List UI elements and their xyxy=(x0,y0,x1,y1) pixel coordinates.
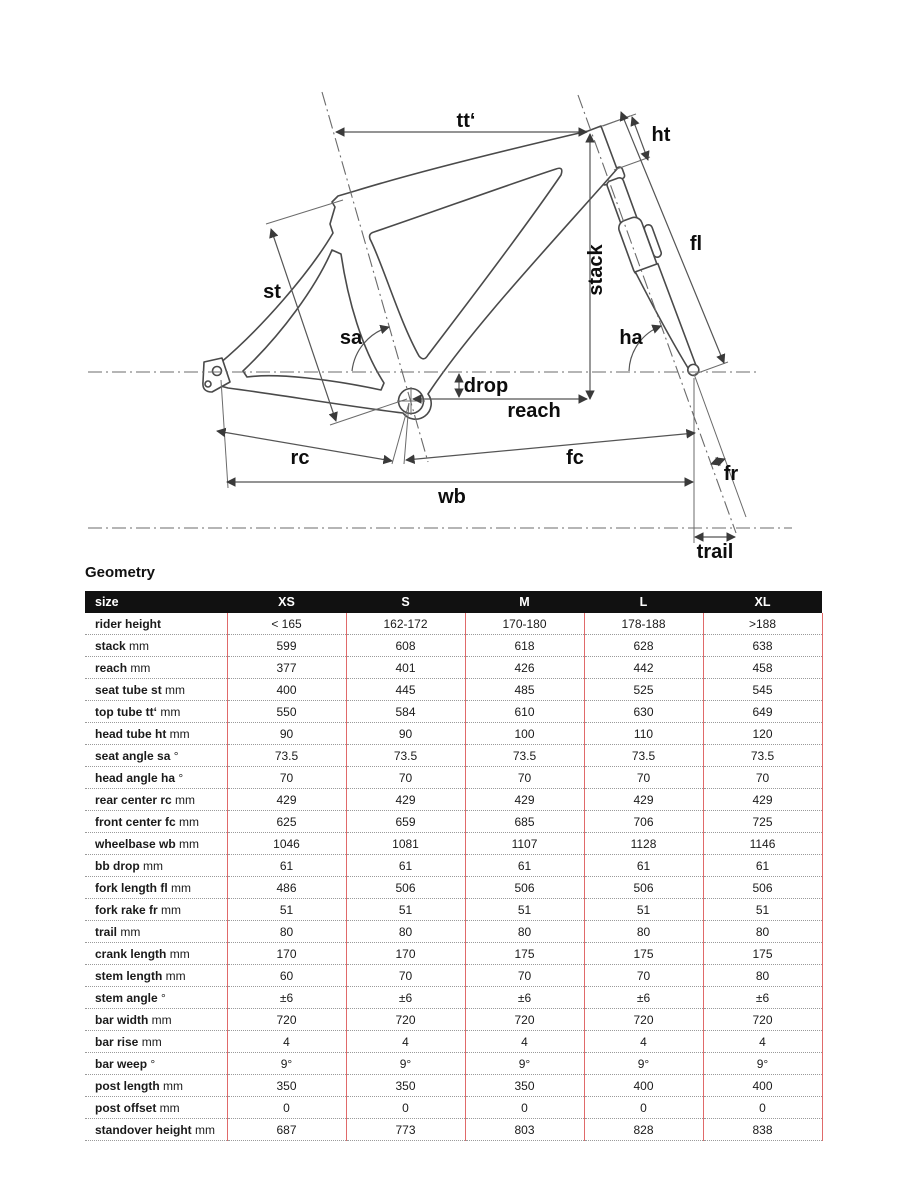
table-row xyxy=(85,943,822,965)
cell-value: 170 xyxy=(346,943,465,965)
cell-value: 9° xyxy=(584,1053,703,1075)
table-row xyxy=(85,679,822,701)
table-row xyxy=(85,811,822,833)
cell-value: 61 xyxy=(465,855,584,877)
table-row xyxy=(85,1097,822,1119)
col-header-size: size xyxy=(85,591,227,613)
label-fl: fl xyxy=(689,233,703,255)
cell-value: 426 xyxy=(465,657,584,679)
table-row xyxy=(85,767,822,789)
cell-value: 80 xyxy=(465,921,584,943)
row-label: seat angle sa ° xyxy=(85,745,227,767)
cell-value: 1081 xyxy=(346,833,465,855)
cell-value: 429 xyxy=(346,789,465,811)
row-label: front center fc mm xyxy=(85,811,227,833)
cell-value: 350 xyxy=(465,1075,584,1097)
cell-value: 4 xyxy=(346,1031,465,1053)
cell-value: 90 xyxy=(227,723,346,745)
cell-value: 51 xyxy=(584,899,703,921)
row-label: fork rake fr mm xyxy=(85,899,227,921)
label-stack: stack xyxy=(585,244,607,296)
cell-value: 618 xyxy=(465,635,584,657)
cell-value: 706 xyxy=(584,811,703,833)
row-label: bar rise mm xyxy=(85,1031,227,1053)
row-label: bb drop mm xyxy=(85,855,227,877)
cell-value: 377 xyxy=(227,657,346,679)
cell-value: 1107 xyxy=(465,833,584,855)
row-label: crank length mm xyxy=(85,943,227,965)
label-trail: trail xyxy=(696,541,734,560)
cell-value: 506 xyxy=(465,877,584,899)
col-header-xs: XS xyxy=(227,591,346,613)
label-ht: ht xyxy=(651,124,671,146)
cell-value: ±6 xyxy=(465,987,584,1009)
cell-value: 506 xyxy=(584,877,703,899)
cell-value: 429 xyxy=(584,789,703,811)
cell-value: 350 xyxy=(227,1075,346,1097)
table-row xyxy=(85,987,822,1009)
row-label: stem angle ° xyxy=(85,987,227,1009)
row-label: stack mm xyxy=(85,635,227,657)
cell-value: 73.5 xyxy=(346,745,465,767)
table-row xyxy=(85,789,822,811)
row-label: wheelbase wb mm xyxy=(85,833,227,855)
cell-value: 725 xyxy=(703,811,822,833)
table-row xyxy=(85,1031,822,1053)
cell-value: 120 xyxy=(703,723,822,745)
row-label: stem length mm xyxy=(85,965,227,987)
cell-value: 429 xyxy=(465,789,584,811)
cell-value: 442 xyxy=(584,657,703,679)
cell-value: 61 xyxy=(346,855,465,877)
cell-value: 0 xyxy=(227,1097,346,1119)
cell-value: 51 xyxy=(346,899,465,921)
cell-value: 610 xyxy=(465,701,584,723)
col-header-l: L xyxy=(584,591,703,613)
table-row xyxy=(85,723,822,745)
cell-value: 599 xyxy=(227,635,346,657)
cell-value: < 165 xyxy=(227,613,346,635)
cell-value: ±6 xyxy=(584,987,703,1009)
table-row xyxy=(85,855,822,877)
cell-value: 608 xyxy=(346,635,465,657)
cell-value: 73.5 xyxy=(584,745,703,767)
table-row xyxy=(85,613,822,635)
cell-value: 73.5 xyxy=(465,745,584,767)
cell-value: 485 xyxy=(465,679,584,701)
row-label: standover height mm xyxy=(85,1119,227,1141)
cell-value: 70 xyxy=(465,965,584,987)
row-label: reach mm xyxy=(85,657,227,679)
cell-value: 1128 xyxy=(584,833,703,855)
cell-value: 545 xyxy=(703,679,822,701)
cell-value: 60 xyxy=(227,965,346,987)
cell-value: 401 xyxy=(346,657,465,679)
table-row xyxy=(85,877,822,899)
rear-axle xyxy=(213,367,222,376)
cell-value: 178-188 xyxy=(584,613,703,635)
cell-value: 445 xyxy=(346,679,465,701)
cell-value: 70 xyxy=(584,767,703,789)
cell-value: 458 xyxy=(703,657,822,679)
cell-value: 73.5 xyxy=(703,745,822,767)
cell-value: 638 xyxy=(703,635,822,657)
row-label: fork length fl mm xyxy=(85,877,227,899)
table-row xyxy=(85,701,822,723)
cell-value: 4 xyxy=(227,1031,346,1053)
cell-value: 350 xyxy=(346,1075,465,1097)
cell-value: 400 xyxy=(584,1075,703,1097)
label-st: st xyxy=(263,281,281,303)
label-ha: ha xyxy=(619,327,643,349)
label-rc: rc xyxy=(290,447,310,469)
geometry-section xyxy=(85,564,822,1141)
row-label: post offset mm xyxy=(85,1097,227,1119)
cell-value: 828 xyxy=(584,1119,703,1141)
cell-value: 9° xyxy=(703,1053,822,1075)
cell-value: 70 xyxy=(346,767,465,789)
table-row xyxy=(85,745,822,767)
cell-value: 400 xyxy=(227,679,346,701)
cell-value: 628 xyxy=(584,635,703,657)
cell-value: ±6 xyxy=(703,987,822,1009)
cell-value: 73.5 xyxy=(227,745,346,767)
table-row xyxy=(85,657,822,679)
table-header xyxy=(85,591,822,613)
cell-value: 584 xyxy=(346,701,465,723)
cell-value: 687 xyxy=(227,1119,346,1141)
cell-value: 162-172 xyxy=(346,613,465,635)
label-sa: sa xyxy=(339,327,363,349)
label-fr: fr xyxy=(723,463,739,485)
cell-value: 685 xyxy=(465,811,584,833)
cell-value: 649 xyxy=(703,701,822,723)
geometry-table xyxy=(85,591,823,1141)
cell-value: 70 xyxy=(703,767,822,789)
cell-value: 720 xyxy=(227,1009,346,1031)
cell-value: 838 xyxy=(703,1119,822,1141)
cell-value: 400 xyxy=(703,1075,822,1097)
cell-value: 80 xyxy=(703,965,822,987)
cell-value: 61 xyxy=(703,855,822,877)
table-row xyxy=(85,833,822,855)
label-drop: drop xyxy=(463,375,509,397)
cell-value: 429 xyxy=(703,789,822,811)
cell-value: 506 xyxy=(346,877,465,899)
cell-value: 70 xyxy=(346,965,465,987)
table-row xyxy=(85,1075,822,1097)
row-label: head angle ha ° xyxy=(85,767,227,789)
cell-value: 9° xyxy=(346,1053,465,1075)
cell-value: 9° xyxy=(227,1053,346,1075)
label-fc: fc xyxy=(566,447,584,469)
table-row xyxy=(85,1009,822,1031)
cell-value: 51 xyxy=(465,899,584,921)
cell-value: 51 xyxy=(703,899,822,921)
bike-geometry-diagram xyxy=(0,0,900,560)
cell-value: 550 xyxy=(227,701,346,723)
cell-value: 61 xyxy=(584,855,703,877)
cell-value: 486 xyxy=(227,877,346,899)
cell-value: 720 xyxy=(584,1009,703,1031)
cell-value: 4 xyxy=(703,1031,822,1053)
cell-value: 720 xyxy=(465,1009,584,1031)
cell-value: ±6 xyxy=(227,987,346,1009)
dim-fc xyxy=(406,433,695,460)
cell-value: 80 xyxy=(703,921,822,943)
row-label: seat tube st mm xyxy=(85,679,227,701)
cell-value: 720 xyxy=(346,1009,465,1031)
cell-value: 70 xyxy=(227,767,346,789)
cell-value: 175 xyxy=(465,943,584,965)
cell-value: 0 xyxy=(584,1097,703,1119)
cell-value: 70 xyxy=(584,965,703,987)
row-label: rider height xyxy=(85,613,227,635)
cell-value: 773 xyxy=(346,1119,465,1141)
col-header-s: S xyxy=(346,591,465,613)
label-wb: wb xyxy=(438,486,466,508)
cell-value: 1146 xyxy=(703,833,822,855)
cell-value: 506 xyxy=(703,877,822,899)
cell-value: 170-180 xyxy=(465,613,584,635)
cell-value: 0 xyxy=(465,1097,584,1119)
table-row xyxy=(85,899,822,921)
cell-value: 1046 xyxy=(227,833,346,855)
table-row xyxy=(85,635,822,657)
cell-value: 659 xyxy=(346,811,465,833)
col-header-m: M xyxy=(465,591,584,613)
table-row xyxy=(85,965,822,987)
col-header-xl: XL xyxy=(703,591,822,613)
cell-value: 630 xyxy=(584,701,703,723)
cell-value: >188 xyxy=(703,613,822,635)
cell-value: 4 xyxy=(465,1031,584,1053)
cell-value: 80 xyxy=(227,921,346,943)
cell-value: 0 xyxy=(346,1097,465,1119)
table-row xyxy=(85,1119,822,1141)
cell-value: ±6 xyxy=(346,987,465,1009)
cell-value: 625 xyxy=(227,811,346,833)
table-title: Geometry xyxy=(85,564,156,581)
cell-value: 429 xyxy=(227,789,346,811)
cell-value: 110 xyxy=(584,723,703,745)
cell-value: 61 xyxy=(227,855,346,877)
cell-value: 90 xyxy=(346,723,465,745)
cell-value: 80 xyxy=(346,921,465,943)
table-row xyxy=(85,921,822,943)
row-label: bar weep ° xyxy=(85,1053,227,1075)
cell-value: 525 xyxy=(584,679,703,701)
cell-value: 100 xyxy=(465,723,584,745)
cell-value: 80 xyxy=(584,921,703,943)
row-label: head tube ht mm xyxy=(85,723,227,745)
table-row xyxy=(85,1053,822,1075)
row-label: top tube tt‘ mm xyxy=(85,701,227,723)
row-label: trail mm xyxy=(85,921,227,943)
label-tt: tt‘ xyxy=(456,110,476,132)
cell-value: 175 xyxy=(584,943,703,965)
cell-value: 70 xyxy=(465,767,584,789)
cell-value: 9° xyxy=(465,1053,584,1075)
row-label: bar width mm xyxy=(85,1009,227,1031)
dim-ht xyxy=(632,117,648,160)
cell-value: 720 xyxy=(703,1009,822,1031)
cell-value: 0 xyxy=(703,1097,822,1119)
cell-value: 175 xyxy=(703,943,822,965)
cell-value: 4 xyxy=(584,1031,703,1053)
row-label: rear center rc mm xyxy=(85,789,227,811)
row-label: post length mm xyxy=(85,1075,227,1097)
cell-value: 803 xyxy=(465,1119,584,1141)
cell-value: 51 xyxy=(227,899,346,921)
label-reach: reach xyxy=(507,400,561,422)
cell-value: 170 xyxy=(227,943,346,965)
